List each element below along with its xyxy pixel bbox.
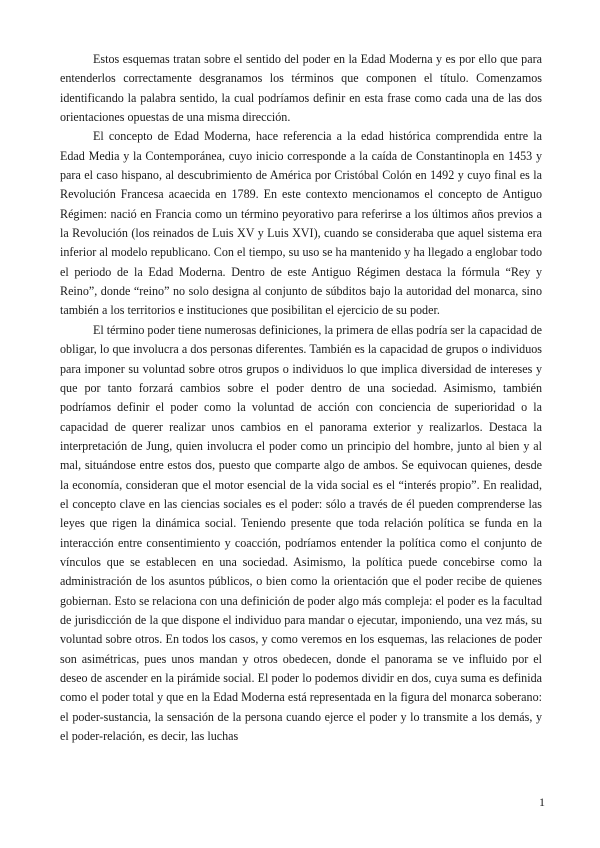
paragraph-edad-moderna: El concepto de Edad Moderna, hace referencia a la edad histórica comprendida entre la Edad Media y la Contemporánea, cuyo inicio corresponde a la caída de Constantinopla en 1453 y para el caso hispano, al descubrimiento de América por Cristóbal Colón en 1492 y cuyo final es la Revolución Francesa acaecida en 1789. En este contexto mencionamos el concepto de Antiguo Régimen: nació en Francia como un término peyorativo para referirse a los últimos años previos a la Revolución (los reinados de Luis XV y Luis XVI), cuando se consideraba que aquel sistema era inferior al modelo republicano. Con el tiempo, su uso se ha mantenido y ha llegado a englobar todo el periodo de la Edad Moderna. Dentro de este Antiguo Régimen destaca la fórmula “Rey y Reino”, donde “reino” no solo designa al conjunto de súbditos bajo la autoridad del monarca, sino también a los territorios e instituciones que posibilitan el ejercicio de su poder. — [60, 129, 542, 318]
page-number: 1 — [539, 795, 545, 809]
document-body — [60, 50, 542, 746]
paragraph-sentido: Estos esquemas tratan sobre el sentido del poder en la Edad Moderna y es por ello que para entenderlos correctamente desgranamos los términos que componen el título. Comenzamos identificando la palabra sentido, la cual podríamos definir en esta frase como cada una de las dos orientaciones opuestas de una misma dirección. — [60, 52, 542, 125]
paragraph-poder: El término poder tiene numerosas definiciones, la primera de ellas podría ser la capacidad de obligar, lo que involucra a dos personas diferentes. También es la capacidad de grupos o individuos para imponer su voluntad sobre otros grupos o individuos lo que implica diversidad de intereses y que por tanto forzará cambios sobre el poder dentro de una sociedad. Asimismo, también podríamos definir el poder como la voluntad de acción con conciencia de superioridad o la capacidad de querer realizar unos cambios en el panorama exterior y realizarlos. Destaca la interpretación de Jung, quien involucra el poder como un principio del hombre, junto al bien y al mal, situándose entre estos dos, puesto que comparte algo de ambos. Se equivocan quienes, desde la economía, consideran que el motor esencial de la vida social es el “interés propio”. En realidad, el concepto clave en las ciencias sociales es el poder: sólo a través de él pueden comprenderse las leyes que rigen la dinámica social. Teniendo presente que toda relación política se funda en la interacción entre consentimiento y coacción, podríamos entender la política como el conjunto de vínculos que se establecen en una sociedad. Asimismo, la política puede concebirse como la administración de los asuntos públicos, o bien como la orientación que el poder recibe de quienes gobiernan. Esto se relaciona con una definición de poder algo más compleja: el poder es la facultad de jurisdicción de la que dispone el individuo para mandar o ejecutar, imponiendo, una vez más, su voluntad sobre otros. En todos los casos, y como veremos en los esquemas, las relaciones de poder son asimétricas, pues unos mandan y otros obedecen, donde el panorama se ve influido por el deseo de ascender en la pirámide social. El poder lo podemos dividir en dos, cuya suma es definida como el poder total y que en la Edad Moderna está representada en la figura del monarca soberano: el poder-sustancia, la sensación de la persona cuando ejerce el poder y lo transmite a los demás, y el poder-relación, es decir, las luchas — [60, 322, 542, 744]
